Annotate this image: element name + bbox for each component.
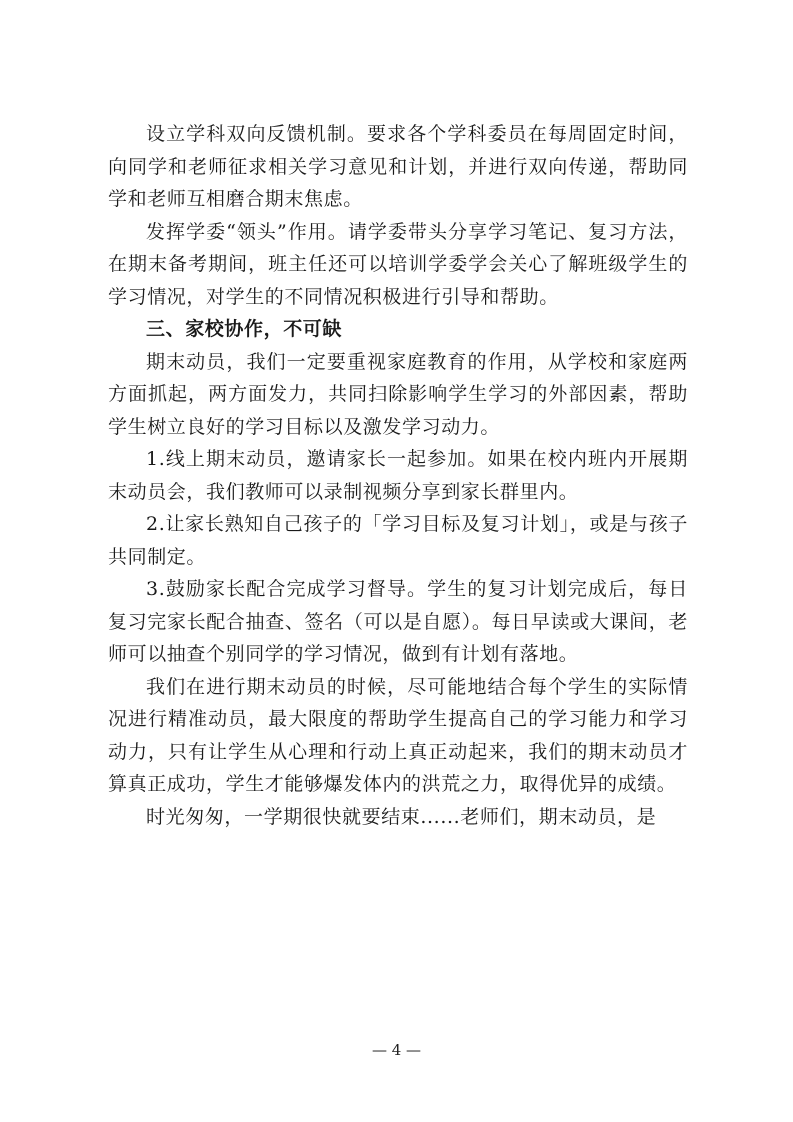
section-heading-home-school: 三、家校协作，不可缺 — [146, 318, 343, 340]
paragraph-item-3: 3.鼓励家长配合完成学习督导。学生的复习计划完成后，每日复习完家长配合抽查、签名（可以是自愿）。每日早读或大课间，老师可以抽查个别同学的学习情况，做到有计划有落地。 — [108, 578, 688, 665]
page-number: — 4 — — [371, 1041, 422, 1059]
paragraph-item-2: 2.让家长熟知自己孩子的「学习目标及复习计划」，或是与孩子共同制定。 — [108, 513, 688, 568]
paragraph-item-1: 1.线上期末动员，邀请家长一起参加。如果在校内班内开展期末动员会，我们教师可以录制视频分享到家长群里内。 — [108, 448, 688, 503]
paragraph-family-education: 期末动员，我们一定要重视家庭教育的作用，从学校和家庭两方面抓起，两方面发力，共同扫除影响学生学习的外部因素，帮助学生树立良好的学习目标以及激发学习动力。 — [108, 350, 688, 438]
paragraph-feedback-mechanism: 设立学科双向反馈机制。要求各个学科委员在每周固定时间，向同学和老师征求相关学习意见和计划，并进行双向传递，帮助同学和老师互相磨合期末焦虑。 — [108, 123, 688, 210]
paragraph-precise-mobilization: 我们在进行期末动员的时候，尽可能地结合每个学生的实际情况进行精准动员，最大限度的帮助学生提高自己的学习能力和学习动力，只有让学生从心理和行动上真正动起来，我们的期末动员才算真正成功，学生才能够爆发体内的洪荒之力，取得优异的成绩。 — [108, 675, 688, 795]
document-body — [108, 118, 688, 833]
paragraph-study-committee: 发挥学委“领头”作用。请学委带头分享学习笔记、复习方法，在期末备考期间，班主任还可以培训学委学会关心了解班级学生的学习情况，对学生的不同情况积极进行引导和帮助。 — [108, 220, 688, 308]
paragraph-closing: 时光匆匆，一学期很快就要结束......老师们，期末动员，是 — [146, 805, 657, 828]
